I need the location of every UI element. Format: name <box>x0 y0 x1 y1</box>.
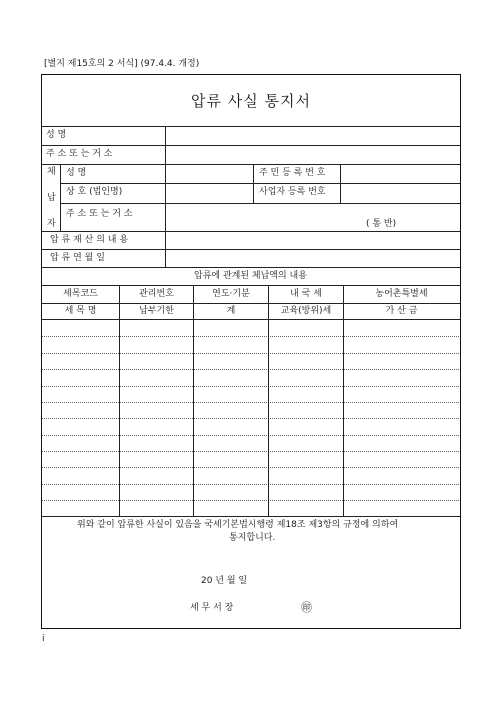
taxpayer-name-label: 성 명 <box>66 168 87 178</box>
taxpayer-label-2: 납 <box>47 193 56 203</box>
address-field[interactable] <box>166 146 459 164</box>
header-total: 계 <box>226 306 236 316</box>
form-number-note: [별지 제15호의 2 서식] (97.4.4. 개정) <box>44 59 200 69</box>
header-rural-special-tax: 농어촌특별세 <box>375 289 428 299</box>
seizure-date-label: 압 류 연 월 일 <box>50 253 105 263</box>
seal-mark: ㊞ <box>301 601 312 614</box>
seizure-date-field[interactable] <box>166 250 459 267</box>
divider <box>41 516 460 517</box>
header-tax-code: 세목코드 <box>63 289 98 299</box>
divider <box>41 303 460 304</box>
taxpayer-name-field[interactable] <box>166 165 252 183</box>
arrears-entry-area[interactable] <box>42 320 459 516</box>
taxpayer-label-3: 자 <box>47 219 56 229</box>
notice-text-cont: 통지합니다. <box>229 533 276 543</box>
taxpayer-label-1: 체 <box>47 167 56 177</box>
address-label: 주 소 또 는 거 소 <box>46 149 113 159</box>
company-field[interactable] <box>166 184 252 203</box>
business-number-label: 사업자 등록 번호 <box>259 187 326 197</box>
company-label: 상 호 (법인명) <box>66 187 123 197</box>
header-management-no: 관리번호 <box>139 289 174 299</box>
name-label: 성 명 <box>46 130 67 140</box>
divider <box>41 267 460 268</box>
header-additional-charge: 가 산 금 <box>385 306 418 316</box>
header-tax-name: 세 목 명 <box>64 306 97 316</box>
arrears-section-title: 압류에 관계된 체납액의 내용 <box>194 271 307 281</box>
form-title: 압류 사실 통지서 <box>191 92 311 110</box>
header-education-tax: 교육(방위)세 <box>280 306 332 316</box>
tax-office-head: 세 무 서 장 <box>190 603 234 613</box>
name-field[interactable] <box>166 127 459 145</box>
business-number-field[interactable] <box>341 184 459 203</box>
page-mark: i <box>42 634 45 644</box>
taxpayer-address-label: 주 소 또 는 거 소 <box>66 209 133 219</box>
header-year-period: 연도·기분 <box>212 289 250 299</box>
resident-number-field[interactable] <box>341 165 459 183</box>
notice-text: 위와 같이 압류한 사실이 있음을 국세기본법시행령 제18조 제3항의 규정에 의하여 <box>77 520 399 530</box>
taxpayer-address-field[interactable] <box>166 204 459 231</box>
divider <box>41 285 460 286</box>
column-line <box>253 164 254 203</box>
header-domestic-tax: 내 국 세 <box>290 289 322 299</box>
resident-number-label: 주 민 등 록 번 호 <box>259 168 326 178</box>
column-line <box>60 164 61 231</box>
header-due-date: 납부기한 <box>139 306 174 316</box>
date-line: 20 년 월 일 <box>201 576 248 586</box>
seized-property-label: 압 류 재 산 의 내 용 <box>50 235 129 245</box>
seized-property-field[interactable] <box>166 232 459 249</box>
tong-ban-label: ( 통 반) <box>366 219 397 229</box>
